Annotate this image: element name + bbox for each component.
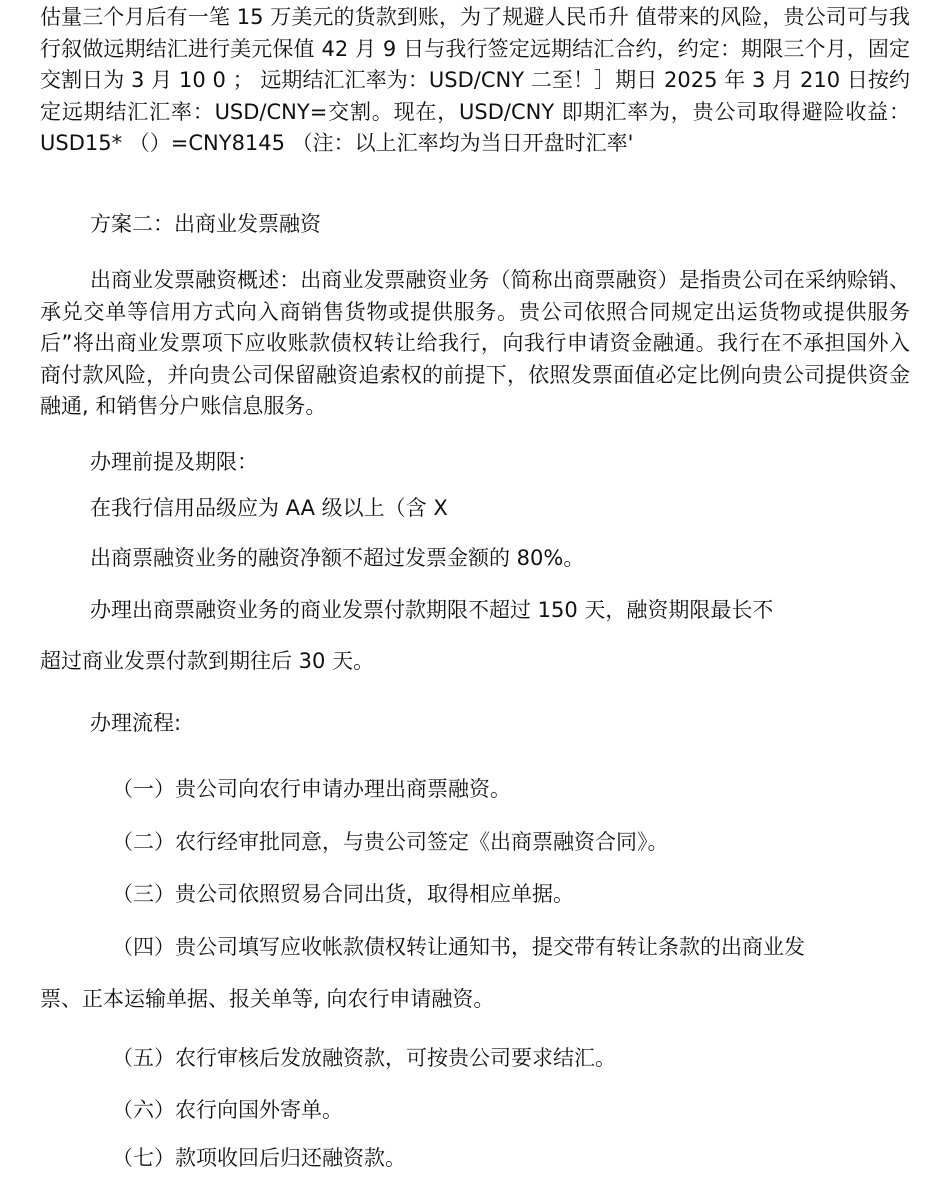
overview-paragraph: 出商业发票融资概述：出商业发票融资业务（简称出商票融资）是指贵公司在采纳赊销、承兑交单等信用方式向入商销售货物或提供服务。贵公司依照合同规定出运货物或提供服务后”将出商业发票项下应收账款债权转让给我行，向我行申请资金融通。我行在不承担国外入商付款风险，并向贵公司保留融资追索权的前提下，依照发票面值必定比例向贵公司提供资金融通, 和销售分户账信息服务。: [40, 268, 910, 418]
condition-credit-rating: 在我行信用品级应为 AA 级以上（含 X: [90, 496, 448, 520]
plan-two-heading: 方案二：出商业发票融资: [90, 212, 321, 236]
process-step-4-line-1: （四）贵公司填写应收帐款债权转让通知书，提交带有转让条款的出商业发: [112, 935, 805, 959]
process-step-5: （五）农行审核后发放融资款，可按贵公司要求结汇。: [112, 1046, 616, 1070]
process-step-7: （七）款项收回后归还融资款。: [112, 1146, 406, 1170]
conditions-heading: 办理前提及期限：: [90, 450, 258, 474]
process-heading: 办理流程:: [90, 711, 182, 735]
process-step-4-line-2: 票、正本运输单据、报关单等, 向农行申请融资。: [40, 987, 495, 1011]
condition-term-line-2: 超过商业发票付款到期往后 30 天。: [40, 649, 375, 673]
process-step-1: （一）贵公司向农行申请办理出商票融资。: [112, 777, 511, 801]
condition-term-line-1: 办理出商票融资业务的商业发票付款期限不超过 150 天，融资期限最长不: [90, 598, 774, 622]
process-step-6: （六）农行向国外寄单。: [112, 1098, 343, 1122]
intro-paragraph: 估量三个月后有一笔 15 万美元的货款到账，为了规避人民币升 值带来的风险，贵公司可与我行叙做远期结汇进行美元保值 42 月 9 日与我行签定远期结汇合约，约定：期限三个月，固定交割日为 3 月 10 0 ； 远期结汇汇率为：USD/CNY 二至！］期日 2025 年 3 月 210 日按约定远期结汇汇率：USD/CNY=交割。现在，USD/CNY 即期汇率为，贵公司取得避险收益：USD15* （）=CNY8145 （注：以上汇率均为当日开盘时汇率': [40, 5, 910, 155]
condition-financing-ratio: 出商票融资业务的融资净额不超过发票金额的 80%。: [90, 546, 585, 570]
process-step-2: （二）农行经审批同意，与贵公司签定《出商票融资合同》。: [112, 830, 669, 854]
process-step-3: （三）贵公司依照贸易合同出货，取得相应单据。: [112, 882, 574, 906]
